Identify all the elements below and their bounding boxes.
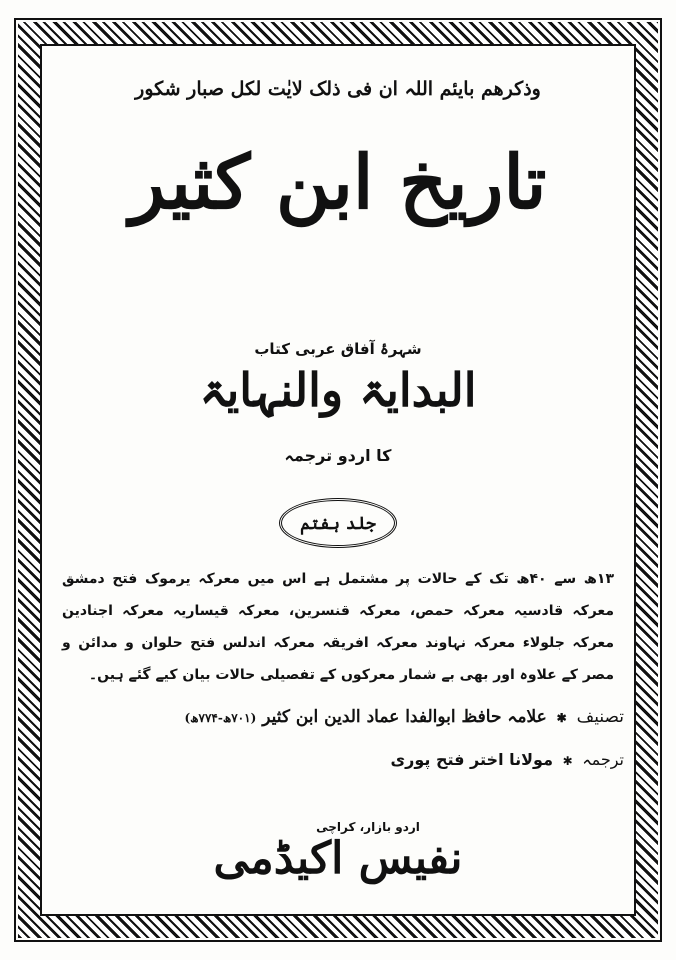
- author-dates: (۷۰۱ھ-۷۷۴ھ): [184, 711, 257, 725]
- translation-note: کا اردو ترجمہ: [284, 446, 392, 465]
- translator-name: مولانا اختر فتح پوری: [390, 750, 553, 769]
- volume-label: جلد ہفتم: [300, 513, 376, 534]
- translator-line: [54, 750, 624, 769]
- star-icon: ✱: [562, 754, 573, 768]
- cover-content: [44, 48, 632, 912]
- quran-verse: وذکرھم بایئم اللہ ان فی ذلک لایٰت لکل صبار شکور: [135, 78, 541, 100]
- author-label: تصنیف: [576, 707, 624, 727]
- volume-badge: [279, 498, 397, 548]
- publisher-address: اردو بازار، کراچی: [316, 820, 420, 834]
- author-line: [54, 706, 624, 727]
- star-icon: ✱: [556, 711, 567, 725]
- main-title: تاریخ ابن کثیر: [129, 140, 547, 226]
- author-name: علامہ حافظ ابوالفدا عماد الدین ابن کثیر: [262, 707, 547, 727]
- publisher-name: نفیس اکیڈمی: [213, 833, 463, 884]
- subtitle: شہرۂ آفاق عربی کتاب: [254, 340, 422, 358]
- book-title: البدایۃ والنہایۃ: [199, 363, 477, 417]
- translator-label: ترجمہ: [582, 750, 624, 769]
- volume-description: ۱۳ھ سے ۴۰ھ تک کے حالات پر مشتمل ہے اس میں معرکہ یرموک فتح دمشق معرکہ قادسیہ معرکہ حمص، معرکہ قنسرین، معرکہ قیساریہ معرکہ اجنادین معرکہ جلولاء معرکہ نہاوند معرکہ افریقہ معرکہ اندلس فتح حلوان و مدائن و مصر کے علاوہ اور بھی بے شمار معرکوں کے تفصیلی حالات بیان کیے گئے ہیں۔: [62, 571, 615, 683]
